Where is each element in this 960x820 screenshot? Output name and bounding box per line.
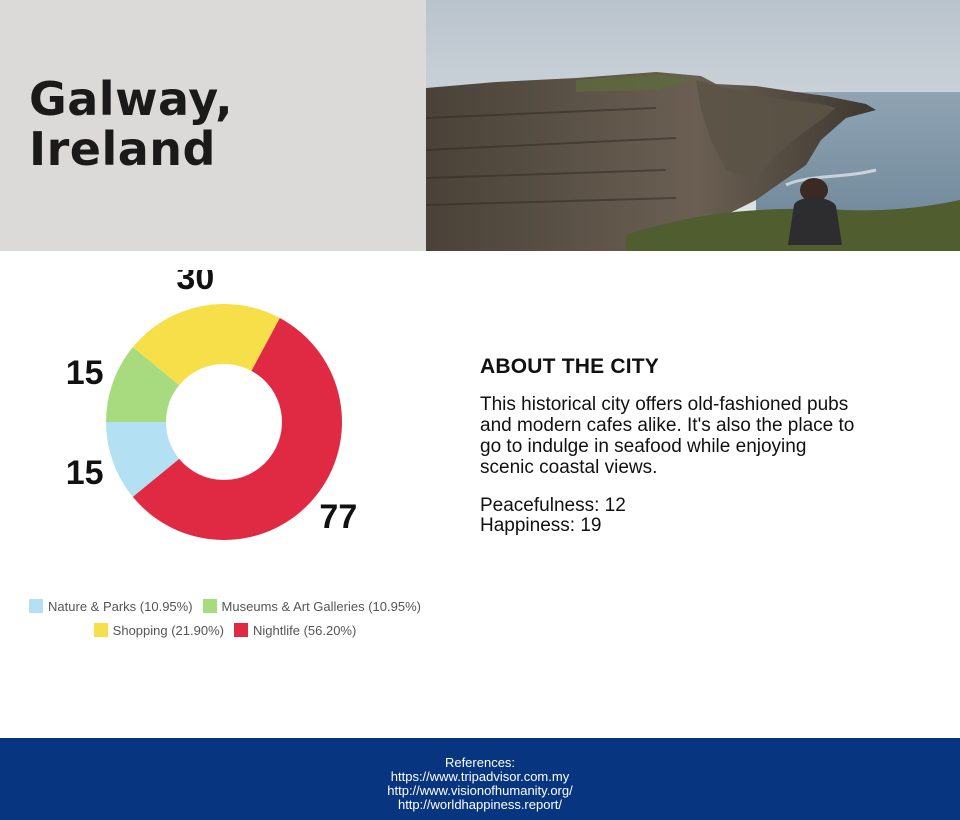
about-line: go to indulge in seafood while enjoying — [480, 436, 807, 457]
city-stats — [480, 496, 930, 536]
references-heading: References: — [444, 755, 516, 770]
legend-row — [0, 618, 450, 642]
references-footer — [0, 738, 960, 820]
chart-legend — [0, 594, 450, 642]
happiness-stat: Happiness: 19 — [480, 515, 602, 536]
title-line-country: Ireland — [29, 122, 216, 176]
donut-chart-svg — [0, 270, 440, 570]
legend-swatch — [234, 623, 248, 637]
title-panel — [0, 0, 426, 251]
peacefulness-stat: Peacefulness: 12 — [480, 495, 626, 516]
cliffs-photo — [426, 0, 960, 251]
about-line: and modern cafes alike. It's also the place to — [480, 415, 855, 436]
data-label-museums: 15 — [65, 354, 104, 393]
reference-link[interactable]: http://www.visionofhumanity.org/ — [387, 783, 573, 798]
legend-swatch — [29, 599, 43, 613]
about-line: scenic coastal views. — [480, 457, 658, 478]
reference-link[interactable]: https://www.tripadvisor.com.my — [390, 769, 570, 784]
about-line: This historical city offers old-fashioned pubs — [480, 394, 849, 415]
legend-item-shopping[interactable] — [94, 623, 224, 638]
data-label-nightlife: 77 — [319, 497, 358, 536]
data-label-nature: 15 — [65, 453, 104, 492]
legend-label: Nightlife (56.20%) — [252, 622, 357, 638]
legend-label: Shopping (21.90%) — [112, 622, 224, 638]
title-line-city: Galway, — [29, 72, 234, 126]
page-title — [29, 74, 233, 174]
about-section — [480, 355, 930, 536]
about-heading: ABOUT THE CITY — [480, 355, 659, 378]
reference-link[interactable]: http://worldhappiness.report/ — [397, 797, 563, 812]
legend-item-nightlife[interactable] — [234, 623, 356, 638]
legend-row — [0, 594, 450, 618]
legend-item-nature[interactable] — [29, 599, 193, 614]
legend-label: Museums & Art Galleries (10.95%) — [221, 598, 421, 614]
legend-swatch — [94, 623, 108, 637]
legend-item-museums[interactable] — [203, 599, 421, 614]
about-description — [480, 394, 930, 478]
legend-swatch — [203, 599, 217, 613]
donut-chart — [0, 270, 440, 570]
legend-label: Nature & Parks (10.95%) — [48, 598, 193, 614]
data-label-shopping: 30 — [176, 270, 215, 297]
